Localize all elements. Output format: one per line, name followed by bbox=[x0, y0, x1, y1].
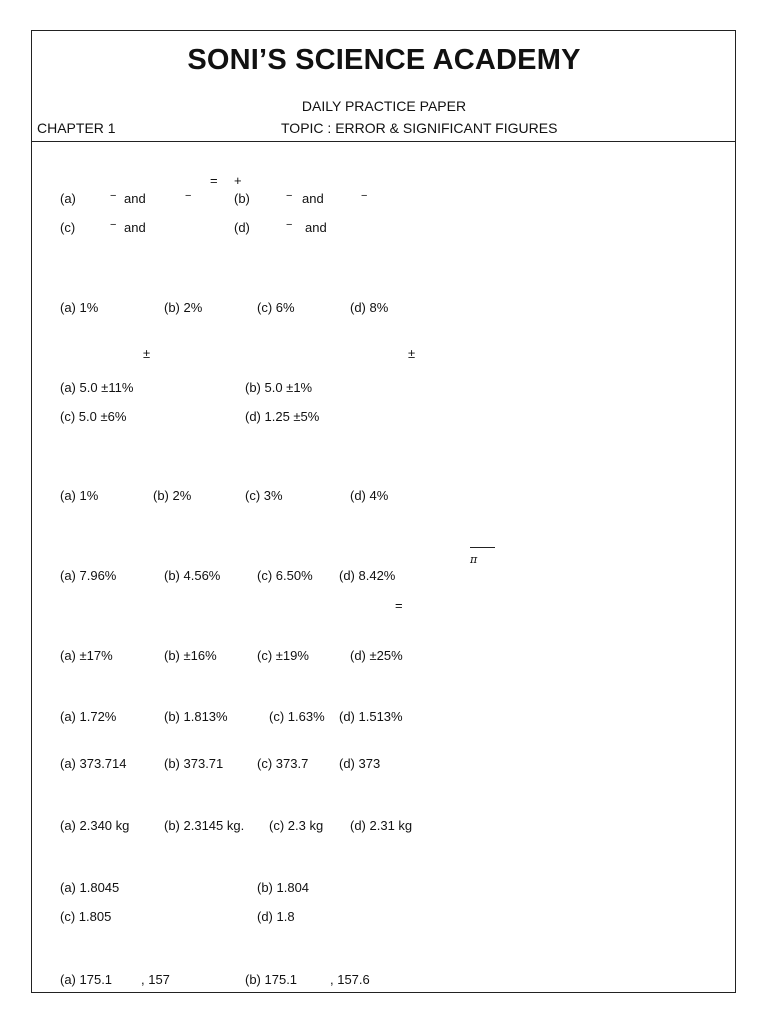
q1-equals: = bbox=[210, 173, 218, 188]
q1-option-c-label: (c) bbox=[60, 220, 76, 235]
q1-option-d-minus: − bbox=[286, 219, 293, 231]
q8-option-d: (d) 373 bbox=[339, 756, 381, 771]
q7-option-a: (a) 1.72% bbox=[60, 709, 117, 724]
q1-option-a-minus-2: − bbox=[185, 190, 192, 202]
q5-option-c: (c) 6.50% bbox=[257, 568, 313, 583]
q7-option-d: (d) 1.513% bbox=[339, 709, 403, 724]
q9-option-a: (a) 2.340 kg bbox=[60, 818, 130, 833]
q11-option-a-second: , 157 bbox=[141, 972, 170, 987]
q11-option-b-second: , 157.6 bbox=[330, 972, 370, 987]
q8-option-c: (c) 373.7 bbox=[257, 756, 309, 771]
q4-option-b: (b) 2% bbox=[153, 488, 192, 503]
q6-option-a: (a) ±17% bbox=[60, 648, 113, 663]
chapter-label: CHAPTER 1 bbox=[37, 120, 116, 136]
q7-option-b: (b) 1.813% bbox=[164, 709, 228, 724]
q9-option-b: (b) 2.3145 kg. bbox=[164, 818, 245, 833]
q1-option-a-label: (a) bbox=[60, 191, 76, 206]
paper-subtitle: DAILY PRACTICE PAPER bbox=[301, 98, 467, 114]
page-frame bbox=[31, 30, 736, 993]
q2-option-a: (a) 1% bbox=[60, 300, 99, 315]
q3-pm-1: ± bbox=[143, 346, 151, 361]
page-title: SONI’S SCIENCE ACADEMY bbox=[187, 44, 581, 76]
q3-option-c: (c) 5.0 ±6% bbox=[60, 409, 127, 424]
q11-option-b: (b) 175.1 bbox=[245, 972, 298, 987]
q1-option-c-and: and bbox=[124, 220, 146, 235]
q1-option-d-label: (d) bbox=[234, 220, 250, 235]
q2-option-b: (b) 2% bbox=[164, 300, 203, 315]
q4-option-c: (c) 3% bbox=[245, 488, 283, 503]
q1-option-a-and: and bbox=[124, 191, 146, 206]
q10-option-d: (d) 1.8 bbox=[257, 909, 295, 924]
q2-option-c: (c) 6% bbox=[257, 300, 295, 315]
q8-option-a: (a) 373.714 bbox=[60, 756, 127, 771]
q5-option-a: (a) 7.96% bbox=[60, 568, 117, 583]
q7-option-c: (c) 1.63% bbox=[269, 709, 325, 724]
q3-pm-2: ± bbox=[408, 346, 416, 361]
q4-option-a: (a) 1% bbox=[60, 488, 99, 503]
q10-option-a: (a) 1.8045 bbox=[60, 880, 120, 895]
q1-option-a-minus: − bbox=[110, 190, 117, 202]
q3-option-b: (b) 5.0 ±1% bbox=[245, 380, 313, 395]
q3-option-d: (d) 1.25 ±5% bbox=[245, 409, 320, 424]
q1-option-c-minus: − bbox=[110, 219, 117, 231]
q5-equals: = bbox=[395, 598, 403, 613]
q11-option-a: (a) 175.1 bbox=[60, 972, 113, 987]
q1-plus: + bbox=[234, 173, 242, 188]
q1-option-b-and: and bbox=[302, 191, 324, 206]
q1-option-b-minus: − bbox=[286, 190, 293, 202]
q9-option-c: (c) 2.3 kg bbox=[269, 818, 324, 833]
q5-pi-symbol: π bbox=[470, 553, 478, 566]
q5-option-b: (b) 4.56% bbox=[164, 568, 221, 583]
q5-option-d: (d) 8.42% bbox=[339, 568, 396, 583]
q1-option-d-and: and bbox=[305, 220, 327, 235]
q6-option-d: (d) ±25% bbox=[350, 648, 403, 663]
q8-option-b: (b) 373.71 bbox=[164, 756, 224, 771]
q6-option-b: (b) ±16% bbox=[164, 648, 217, 663]
topic-label: TOPIC : ERROR & SIGNIFICANT FIGURES bbox=[281, 120, 558, 136]
q5-fraction-bar bbox=[470, 547, 495, 548]
q10-option-b: (b) 1.804 bbox=[257, 880, 310, 895]
q9-option-d: (d) 2.31 kg bbox=[350, 818, 413, 833]
q4-option-d: (d) 4% bbox=[350, 488, 389, 503]
q2-option-d: (d) 8% bbox=[350, 300, 389, 315]
q10-option-c: (c) 1.805 bbox=[60, 909, 112, 924]
q1-option-b-label: (b) bbox=[234, 191, 250, 206]
q3-option-a: (a) 5.0 ±11% bbox=[60, 380, 134, 395]
q1-option-b-minus-2: − bbox=[361, 190, 368, 202]
q6-option-c: (c) ±19% bbox=[257, 648, 309, 663]
